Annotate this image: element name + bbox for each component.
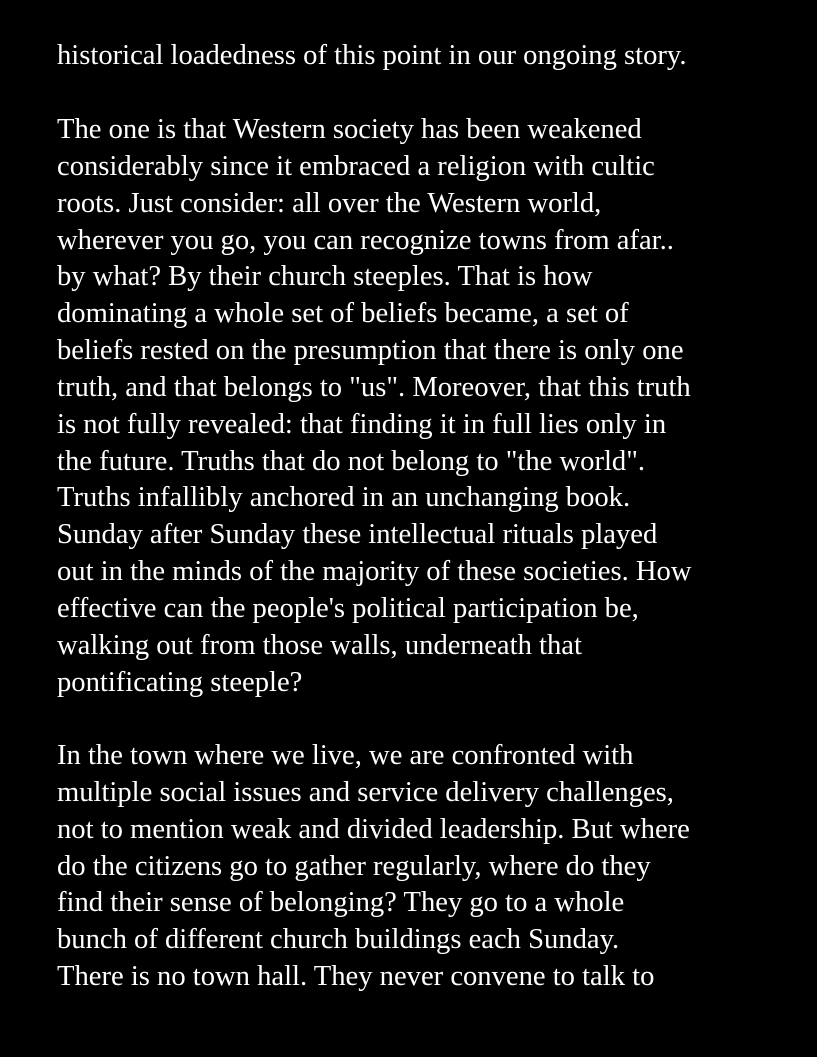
paragraph-2 — [57, 112, 692, 702]
text-line: There is no town hall. They never convene to talk to — [57, 961, 655, 993]
paragraph-3 — [57, 738, 690, 996]
text-line: roots. Just consider: all over the Western world, — [57, 187, 602, 219]
text-line: In the town where we live, we are confronted with — [57, 740, 634, 771]
text-line: is not fully revealed: that finding it in full lies only in — [57, 408, 667, 440]
text-line: truth, and that belongs to "us". Moreover, that this truth — [57, 371, 691, 403]
text-line: multiple social issues and service delivery challenges, — [57, 776, 674, 808]
text-line: by what? By their church steeples. That is how — [57, 261, 593, 293]
text-line: pontificating steeple? — [57, 666, 303, 698]
paragraph-1 — [57, 38, 687, 75]
text-line: dominating a whole set of beliefs became, a set of — [57, 298, 629, 330]
text-line: find their sense of belonging? They go to a whole — [57, 887, 625, 919]
text-line: Sunday after Sunday these intellectual rituals played — [57, 519, 658, 551]
text-line: out in the minds of the majority of these societies. How — [57, 556, 692, 588]
text-line: bunch of different church buildings each Sunday. — [57, 924, 620, 956]
text-line: The one is that Western society has been weakened — [57, 114, 642, 145]
text-line: the future. Truths that do not belong to "the world". — [57, 445, 646, 477]
text-line: not to mention weak and divided leadership. But where — [57, 813, 690, 845]
text-line: do the citizens go to gather regularly, where do they — [57, 850, 651, 882]
text-line: walking out from those walls, underneath that — [57, 629, 582, 661]
text-line: Truths infallibly anchored in an unchanging book. — [57, 482, 631, 514]
text-line: wherever you go, you can recognize towns from afar.. — [57, 224, 674, 256]
text-line: historical loadedness of this point in our ongoing story. — [57, 40, 687, 71]
text-line: beliefs rested on the presumption that there is only one — [57, 335, 684, 367]
text-line: effective can the people's political participation be, — [57, 592, 639, 624]
text-line: considerably since it embraced a religion with cultic — [57, 150, 655, 182]
